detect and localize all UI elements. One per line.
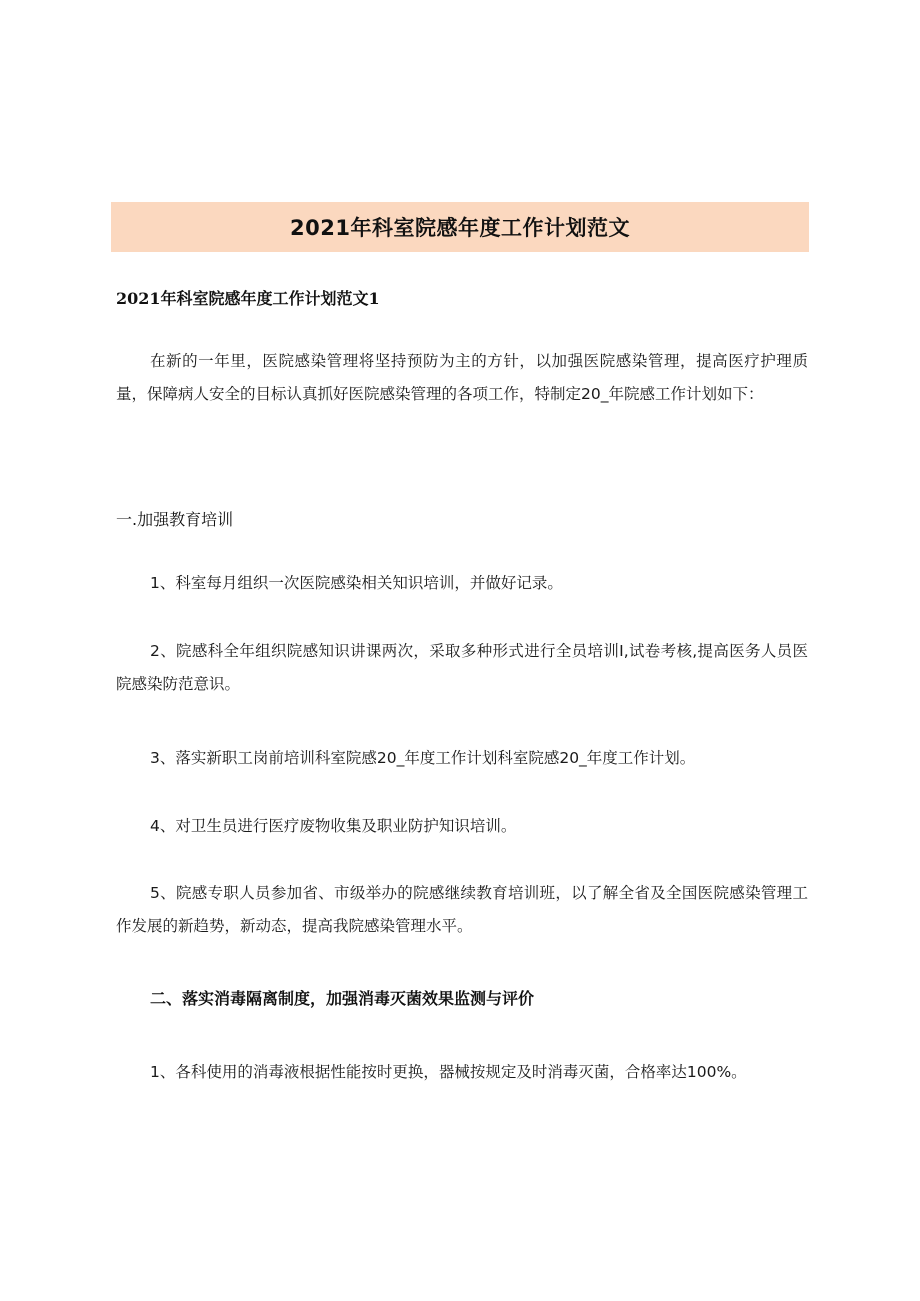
document-title: 2021年科室院感年度工作计划范文 — [290, 216, 630, 240]
section1-item-5: 5、院感专职人员参加省、市级举办的院感继续教育培训班，以了解全省及全国医院感染管理工作发展的新趋势，新动态，提高我院感染管理水平。 — [116, 884, 808, 935]
title-banner — [111, 202, 809, 252]
section1-item-4: 4、对卫生员进行医疗废物收集及职业防护知识培训。 — [150, 817, 517, 835]
section1-item-1: 1、科室每月组织一次医院感染相关知识培训，并做好记录。 — [150, 574, 563, 592]
document-subtitle: 2021年科室院感年度工作计划范文1 — [116, 289, 380, 308]
section2-heading: 二、落实消毒隔离制度，加强消毒灭菌效果监测与评价 — [150, 989, 535, 1008]
section1-item-3: 3、落实新职工岗前培训科室院感20_年度工作计划科室院感20_年度工作计划。 — [150, 749, 696, 767]
intro-paragraph: 在新的一年里，医院感染管理将坚持预防为主的方针，以加强医院感染管理，提高医疗护理质量，保障病人安全的目标认真抓好医院感染管理的各项工作，特制定20_年院感工作计划如下： — [116, 352, 808, 403]
section2-item-1: 1、各科使用的消毒液根据性能按时更换，器械按规定及时消毒灭菌，合格率达100%。 — [150, 1063, 747, 1081]
section1-heading: 一.加强教育培训 — [116, 510, 234, 529]
section1-item-2: 2、院感科全年组织院感知识讲课两次，采取多种形式进行全员培训I,试卷考核,提高医务人员医院感染防范意识。 — [116, 642, 808, 693]
